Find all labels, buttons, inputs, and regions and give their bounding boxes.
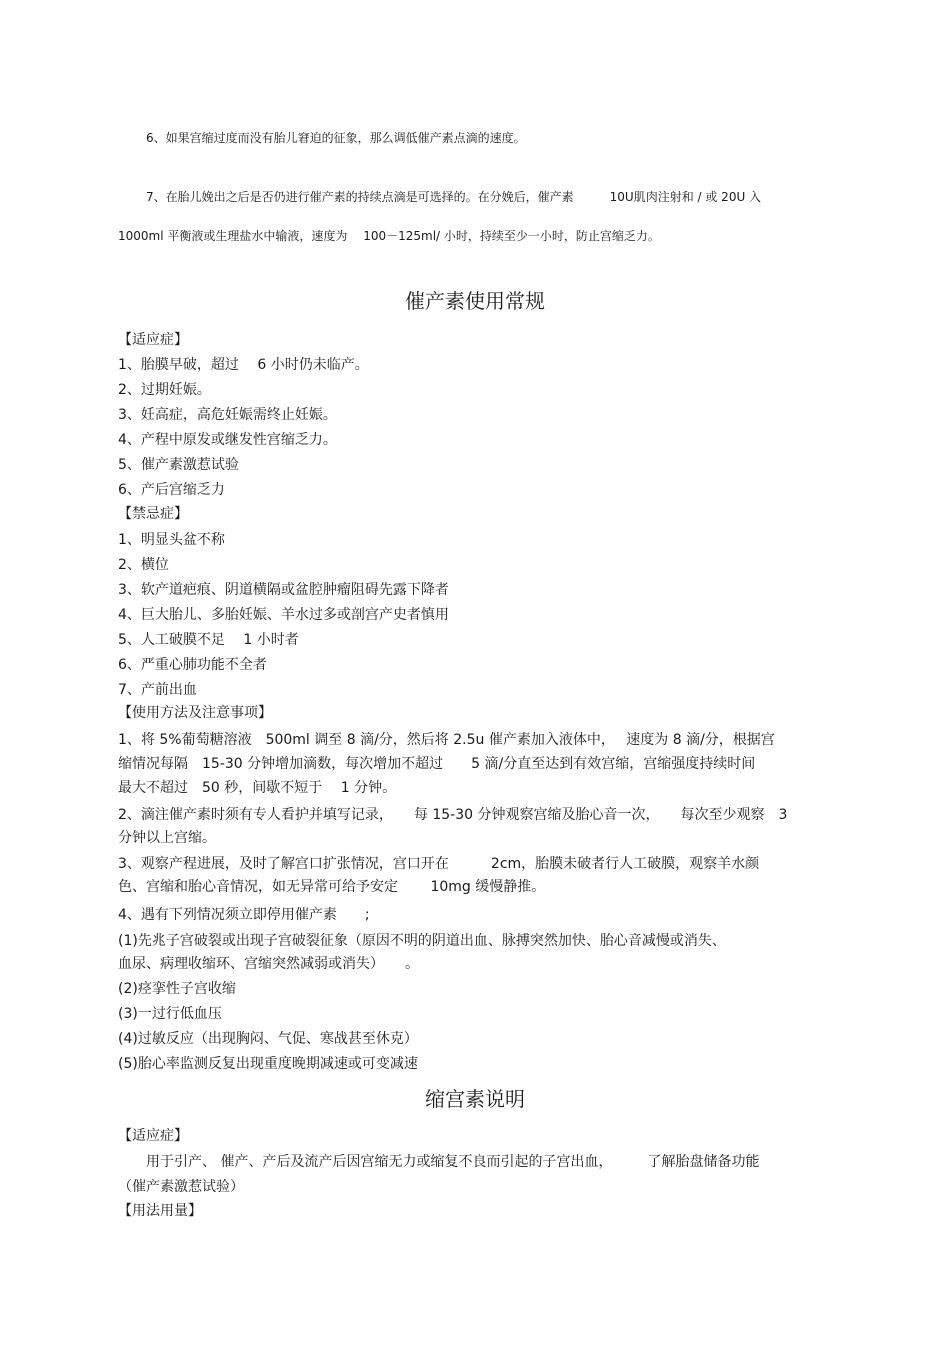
usage-line: (4)过敏反应（出现胸闷、气促、寒战甚至休克） (118, 1031, 418, 1047)
contraindication-item: 4、巨大胎儿、多胎妊娠、羊水过多或剖宫产史者慎用 (118, 607, 449, 623)
usage-line: (1)先兆子宫破裂或出现子宫破裂征象（原因不明的阴道出血、脉搏突然加快、胎心音减慢或消失、 (118, 933, 726, 949)
contraindication-item: 7、产前出血 (118, 682, 197, 698)
usage-line: 最大不超过 50 秒，间歇不短于 1 分钟。 (118, 780, 397, 796)
indication-item: 4、产程中原发或继发性宫缩乏力。 (118, 432, 337, 448)
indications-header: 【适应症】 (118, 332, 188, 348)
usage-line: (2)痉挛性子宫收缩 (118, 981, 236, 997)
usage-line: 4、遇有下列情况须立即停用催产素 ; (118, 907, 370, 923)
indication-item: 1、胎膜早破，超过 6 小时仍未临产。 (118, 357, 369, 373)
section-title-oxytocin-instructions: 缩宫素说明 (425, 1087, 525, 1111)
contraindications-header: 【禁忌症】 (118, 506, 188, 522)
intro-item-7-line1: 7、在胎儿娩出之后是否仍进行催产素的持续点滴是可选择的。在分娩后，催产素 10U肌肉注射和 / 或 20U 入 (146, 190, 762, 204)
section-title-oxytocin-routine: 催产素使用常规 (405, 289, 545, 313)
indications-header: 【适应症】 (118, 1128, 188, 1144)
usage-line: 3、观察产程进展，及时了解宫口扩张情况，宫口开在 2cm，胎膜未破者行人工破膜，观察羊水颜 (118, 856, 760, 872)
intro-item-6: 6、如果宫缩过度而没有胎儿窘迫的征象，那么调低催产素点滴的速度。 (146, 131, 526, 145)
usage-line: (3)一过行低血压 (118, 1006, 222, 1022)
indication-item: 6、产后宫缩乏力 (118, 482, 225, 498)
indications-text-line1: 用于引产、 催产、产后及流产后因宫缩无力或缩复不良而引起的子宫出血， 了解胎盘储备功能 (118, 1154, 760, 1170)
usage-line: 分钟以上宫缩。 (118, 830, 216, 846)
usage-line: 2、滴注催产素时须有专人看护并填写记录， 每 15-30 分钟观察宫缩及胎心音一次， 每次至少观察 3 (118, 807, 788, 823)
usage-line: 色、宫缩和胎心音情况，如无异常可给予安定 10mg 缓慢静推。 (118, 879, 546, 895)
contraindication-item: 5、人工破膜不足 1 小时者 (118, 632, 299, 648)
usage-line: 血尿、病理收缩环、宫缩突然减弱或消失） 。 (118, 956, 419, 972)
usage-header: 【使用方法及注意事项】 (118, 705, 272, 721)
indication-item: 3、妊高症，高危妊娠需终止妊娠。 (118, 407, 337, 423)
usage-line: (5)胎心率监测反复出现重度晚期减速或可变减速 (118, 1056, 418, 1072)
indication-item: 2、过期妊娠。 (118, 382, 211, 398)
indication-item: 5、催产素激惹试验 (118, 457, 239, 473)
contraindication-item: 6、严重心肺功能不全者 (118, 657, 267, 673)
intro-item-7-line2: 1000ml 平衡液或生理盐水中输液，速度为 100－125ml/ 小时，持续至少一小时，防止宫缩乏力。 (118, 229, 660, 243)
usage-line: 缩情况每隔 15-30 分钟增加滴数，每次增加不超过 5 滴/分直至达到有效宫缩，宫缩强度持续时间 (118, 756, 756, 772)
indications-text-line2: （催产素激惹试验） (118, 1179, 244, 1195)
dosage-header: 【用法用量】 (118, 1203, 202, 1219)
contraindication-item: 2、横位 (118, 557, 169, 573)
contraindication-item: 1、明显头盆不称 (118, 532, 225, 548)
usage-line: 1、将 5%葡萄糖溶液 500ml 调至 8 滴/分，然后将 2.5u 催产素加入液体中， 速度为 8 滴/分，根据宫 (118, 732, 775, 748)
contraindication-item: 3、软产道疤痕、阴道横隔或盆腔肿瘤阻碍先露下降者 (118, 582, 449, 598)
